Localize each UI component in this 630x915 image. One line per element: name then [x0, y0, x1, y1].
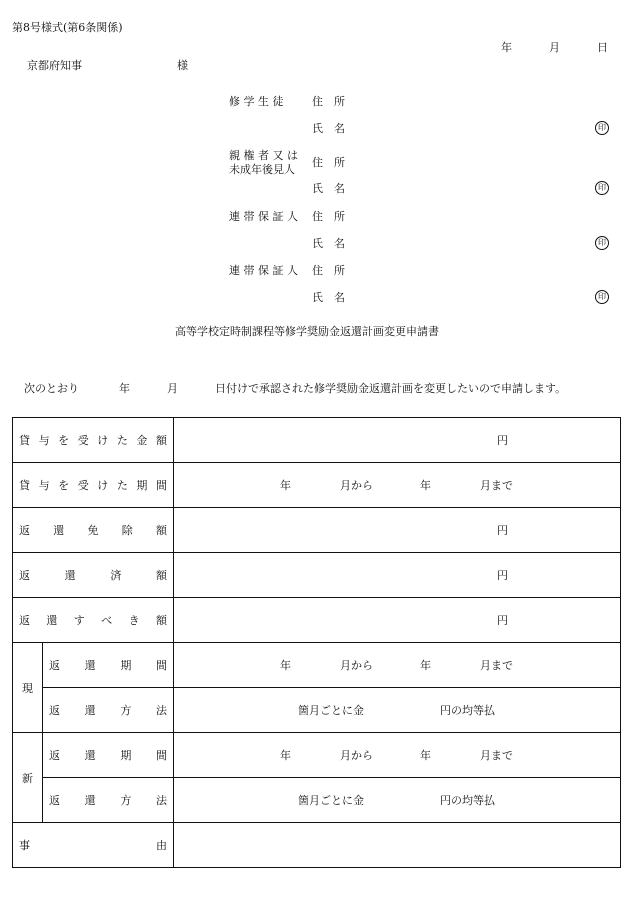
label-reason — [13, 823, 174, 868]
year-unit: 年 — [280, 479, 291, 492]
table-row — [13, 598, 621, 643]
month-to-unit: 月まで — [480, 749, 513, 762]
label-char: 期 — [120, 749, 132, 762]
label-char: 受 — [77, 434, 89, 447]
label-char: き — [128, 614, 140, 627]
month-to-unit: 月まで — [480, 659, 513, 672]
guarantor2-address-label: 住 所 — [312, 264, 345, 277]
guarantor1-seal-icon: 印 — [595, 236, 609, 250]
label-char: 額 — [155, 434, 167, 447]
month-to-unit: 月まで — [480, 479, 513, 492]
year-unit: 年 — [420, 479, 431, 492]
label-char: 額 — [155, 569, 167, 582]
form-number: 第8号様式(第6条関係) — [12, 21, 123, 34]
yen-unit: 円 — [497, 524, 508, 537]
guardian-label-line1: 親 権 者 又 は — [229, 149, 298, 162]
guardian-seal-icon: 印 — [595, 181, 609, 195]
label-char: 与 — [38, 479, 50, 492]
label-char: を — [58, 434, 70, 447]
label-char: 貸 — [19, 434, 30, 447]
document-title: 高等学校定時制課程等修学奨励金返還計画変更申請書 — [175, 325, 439, 338]
student-label: 修 学 生 徒 — [229, 95, 284, 108]
label-char: 与 — [38, 434, 50, 447]
student-seal-icon: 印 — [595, 121, 609, 135]
year-unit: 年 — [280, 659, 291, 672]
label-char: 返 — [49, 659, 60, 672]
label-loan-amount — [13, 418, 174, 463]
table-row — [13, 733, 621, 778]
label-char: を — [58, 479, 70, 492]
label-text — [43, 747, 173, 763]
date-year: 年 — [501, 41, 512, 54]
guardian-address-label: 住 所 — [312, 156, 345, 169]
label-char: た — [116, 479, 128, 492]
label-text — [13, 522, 173, 538]
label-char: け — [97, 434, 109, 447]
label-char: 除 — [121, 524, 133, 537]
reason-left-char: 事 — [19, 839, 30, 852]
label-repaid-amount — [13, 553, 174, 598]
label-char: 還 — [46, 614, 58, 627]
year-unit: 年 — [420, 749, 431, 762]
installment-right-text: 円の均等払 — [440, 794, 495, 807]
label-char: す — [73, 614, 85, 627]
exempt-amount-field[interactable] — [174, 508, 621, 553]
label-char: 返 — [19, 524, 30, 537]
label-text — [43, 792, 173, 808]
label-char: 額 — [155, 614, 167, 627]
guarantor2-name-label: 氏 名 — [312, 291, 345, 304]
label-text — [43, 702, 173, 718]
label-current-repay-method — [43, 688, 174, 733]
label-char: 法 — [155, 704, 167, 717]
label-due-amount — [13, 598, 174, 643]
date-month: 月 — [549, 41, 560, 54]
month-from-unit: 月から — [340, 659, 373, 672]
table-row — [13, 463, 621, 508]
new-repay-period-field[interactable] — [174, 733, 621, 778]
month-from-unit: 月から — [340, 479, 373, 492]
table-row — [13, 643, 621, 688]
label-text — [13, 432, 173, 448]
installment-left-text: 箇月ごとに金 — [298, 704, 364, 717]
new-repay-method-field[interactable] — [174, 778, 621, 823]
table-row — [13, 418, 621, 463]
new-plan-label: 新 — [13, 733, 43, 823]
addressee-honorific: 様 — [177, 59, 188, 72]
label-char: 返 — [49, 794, 60, 807]
label-char: 済 — [110, 569, 122, 582]
label-char: 還 — [84, 749, 96, 762]
due-amount-field[interactable] — [174, 598, 621, 643]
student-address-label: 住 所 — [312, 95, 345, 108]
month-from-unit: 月から — [340, 749, 373, 762]
label-loan-period — [13, 463, 174, 508]
guarantor2-label: 連 帯 保 証 人 — [229, 264, 298, 277]
label-char: け — [97, 479, 109, 492]
label-char: 返 — [19, 614, 30, 627]
table-row — [13, 778, 621, 823]
year-unit: 年 — [280, 749, 291, 762]
yen-unit: 円 — [497, 569, 508, 582]
guarantor1-address-label: 住 所 — [312, 210, 345, 223]
intro-year: 年 — [119, 382, 130, 395]
label-text — [13, 477, 173, 493]
label-char: 還 — [53, 524, 65, 537]
date-day: 日 — [597, 41, 608, 54]
repaid-amount-field[interactable] — [174, 553, 621, 598]
table-row — [13, 688, 621, 733]
current-repay-method-field[interactable] — [174, 688, 621, 733]
guardian-name-label: 氏 名 — [312, 182, 345, 195]
label-char: た — [116, 434, 128, 447]
guarantor1-name-label: 氏 名 — [312, 237, 345, 250]
label-char: 方 — [120, 704, 132, 717]
label-char: 返 — [49, 749, 60, 762]
table-row — [13, 553, 621, 598]
label-char: 還 — [84, 659, 96, 672]
label-char: 期 — [136, 479, 148, 492]
label-text — [13, 837, 173, 853]
label-char: べ — [101, 614, 113, 627]
label-exempt-amount — [13, 508, 174, 553]
label-char: 返 — [49, 704, 60, 717]
reason-field[interactable] — [174, 823, 621, 868]
guarantor1-label: 連 帯 保 証 人 — [229, 210, 298, 223]
label-char: 方 — [120, 794, 132, 807]
intro-lead: 次のとおり — [24, 382, 79, 395]
label-char: 期 — [120, 659, 132, 672]
current-repay-period-field[interactable] — [174, 643, 621, 688]
label-current-repay-period — [43, 643, 174, 688]
label-char: 間 — [155, 479, 167, 492]
label-char: 間 — [155, 749, 167, 762]
label-char: 還 — [84, 794, 96, 807]
label-char: 免 — [87, 524, 99, 537]
repayment-table — [12, 417, 621, 868]
yen-unit: 円 — [497, 434, 508, 447]
label-char: 額 — [156, 524, 167, 537]
guardian-label-line2: 未成年後見人 — [229, 163, 295, 176]
installment-right-text: 円の均等払 — [440, 704, 495, 717]
label-text — [13, 567, 173, 583]
current-plan-label: 現 — [13, 643, 43, 733]
label-char: 返 — [19, 569, 30, 582]
label-char: 受 — [77, 479, 89, 492]
label-text — [43, 657, 173, 673]
label-new-repay-period — [43, 733, 174, 778]
yen-unit: 円 — [497, 614, 508, 627]
loan-amount-field[interactable] — [174, 418, 621, 463]
label-char: 法 — [155, 794, 167, 807]
label-char: 貸 — [19, 479, 30, 492]
label-char: 還 — [84, 704, 96, 717]
label-new-repay-method — [43, 778, 174, 823]
installment-left-text: 箇月ごとに金 — [298, 794, 364, 807]
label-char: 間 — [155, 659, 167, 672]
loan-period-field[interactable] — [174, 463, 621, 508]
table-row — [13, 823, 621, 868]
intro-month: 月 — [167, 382, 178, 395]
intro-rest: 日付けで承認された修学奨励金返還計画を変更したいので申請します。 — [215, 382, 567, 395]
label-char: 金 — [136, 434, 148, 447]
label-text — [13, 612, 173, 628]
student-name-label: 氏 名 — [312, 122, 345, 135]
guarantor2-seal-icon: 印 — [595, 290, 609, 304]
reason-right-char: 由 — [156, 839, 167, 852]
table-row — [13, 508, 621, 553]
year-unit: 年 — [420, 659, 431, 672]
addressee: 京都府知事 — [27, 59, 82, 72]
label-char: 還 — [64, 569, 76, 582]
